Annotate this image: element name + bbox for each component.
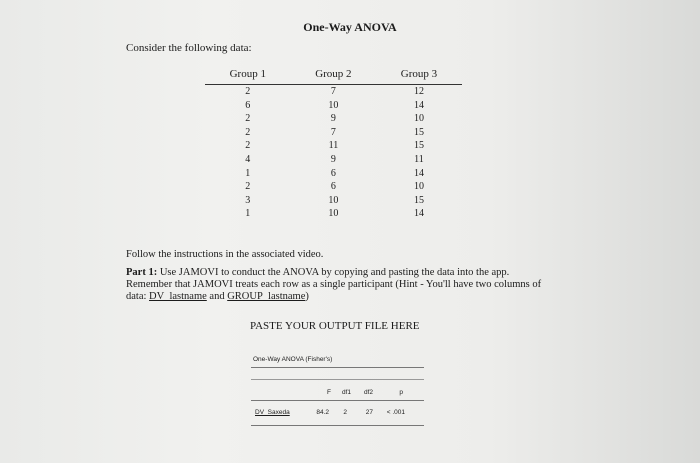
output-rule-bottom bbox=[251, 425, 424, 426]
output-col-p: p bbox=[399, 389, 403, 396]
table-cell: 1 bbox=[245, 208, 251, 220]
output-p-value: < .001 bbox=[386, 409, 405, 416]
table-cell: 6 bbox=[330, 167, 336, 179]
table-cell: 7 bbox=[330, 126, 336, 138]
table-row bbox=[205, 207, 462, 221]
table-cell: 3 bbox=[245, 194, 251, 206]
table-header bbox=[205, 66, 462, 85]
part1-and: and bbox=[206, 291, 228, 302]
output-row-label: DV_Saxeda bbox=[255, 409, 290, 416]
table-row bbox=[205, 194, 462, 208]
output-df2-value: 27 bbox=[365, 409, 373, 416]
table-row bbox=[205, 85, 462, 99]
part1-end: ) bbox=[305, 291, 309, 302]
data-table bbox=[205, 66, 462, 221]
table-cell: 2 bbox=[245, 113, 251, 125]
table-row bbox=[205, 112, 462, 126]
dv-name: DV_lastname bbox=[149, 291, 207, 302]
table-cell: 15 bbox=[413, 194, 424, 206]
instructions-text: Follow the instructions in the associated video. bbox=[126, 249, 324, 260]
table-cell: 10 bbox=[328, 194, 339, 206]
table-cell: 14 bbox=[413, 167, 424, 179]
table-row bbox=[205, 139, 462, 153]
output-col-f: F bbox=[327, 389, 331, 396]
table-row bbox=[205, 99, 462, 113]
table-cell: 11 bbox=[414, 153, 424, 165]
part1-paragraph bbox=[126, 267, 546, 303]
table-cell: 2 bbox=[245, 181, 251, 193]
table-cell: 6 bbox=[245, 99, 251, 111]
table-row bbox=[205, 153, 462, 167]
table-cell: 9 bbox=[330, 113, 336, 125]
output-col-df1: df1 bbox=[341, 389, 351, 396]
group-name: GROUP_lastname bbox=[227, 291, 306, 302]
part1-label: Part 1: bbox=[126, 267, 158, 278]
output-df1-value: 2 bbox=[343, 409, 347, 416]
output-title: One-Way ANOVA (Fisher's) bbox=[253, 356, 333, 363]
intro-text: Consider the following data: bbox=[126, 42, 252, 54]
table-cell: 12 bbox=[413, 86, 424, 97]
header-group-3: Group 3 bbox=[400, 68, 438, 80]
table-cell: 2 bbox=[245, 86, 251, 97]
header-group-1: Group 1 bbox=[229, 68, 266, 80]
output-rule-header bbox=[251, 400, 424, 401]
table-cell: 14 bbox=[413, 99, 424, 111]
table-cell: 11 bbox=[328, 140, 339, 152]
table-cell: 6 bbox=[330, 181, 336, 193]
table-body bbox=[205, 85, 462, 221]
table-cell: 10 bbox=[413, 181, 424, 193]
output-rule-top bbox=[251, 367, 424, 368]
table-cell: 14 bbox=[413, 208, 424, 220]
output-col-df2: df2 bbox=[363, 389, 373, 396]
output-f-value: 84.2 bbox=[316, 409, 329, 416]
table-cell: 9 bbox=[330, 153, 336, 165]
table-cell: 15 bbox=[413, 140, 424, 152]
table-cell: 1 bbox=[245, 167, 251, 179]
part1-text: Use JAMOVI to conduct the ANOVA by copying and pasting the data into the app. Remember that JAMOVI treats each row as a single participant (Hint - You'll have two columns of data: bbox=[126, 267, 542, 302]
table-cell: 2 bbox=[245, 126, 251, 138]
table-cell: 15 bbox=[413, 126, 424, 138]
table-cell: 10 bbox=[413, 113, 424, 125]
table-row bbox=[205, 126, 462, 140]
table-cell: 10 bbox=[328, 208, 339, 220]
document-title: One-Way ANOVA bbox=[303, 20, 397, 34]
table-row bbox=[205, 180, 462, 194]
table-cell: 2 bbox=[245, 140, 251, 152]
table-cell: 7 bbox=[330, 86, 336, 97]
table-row bbox=[205, 167, 462, 181]
table-cell: 10 bbox=[328, 99, 339, 111]
table-cell: 4 bbox=[245, 153, 251, 165]
output-rule-mid bbox=[251, 379, 424, 380]
paste-output-label: PASTE YOUR OUTPUT FILE HERE bbox=[250, 320, 420, 332]
header-group-2: Group 2 bbox=[315, 68, 352, 80]
